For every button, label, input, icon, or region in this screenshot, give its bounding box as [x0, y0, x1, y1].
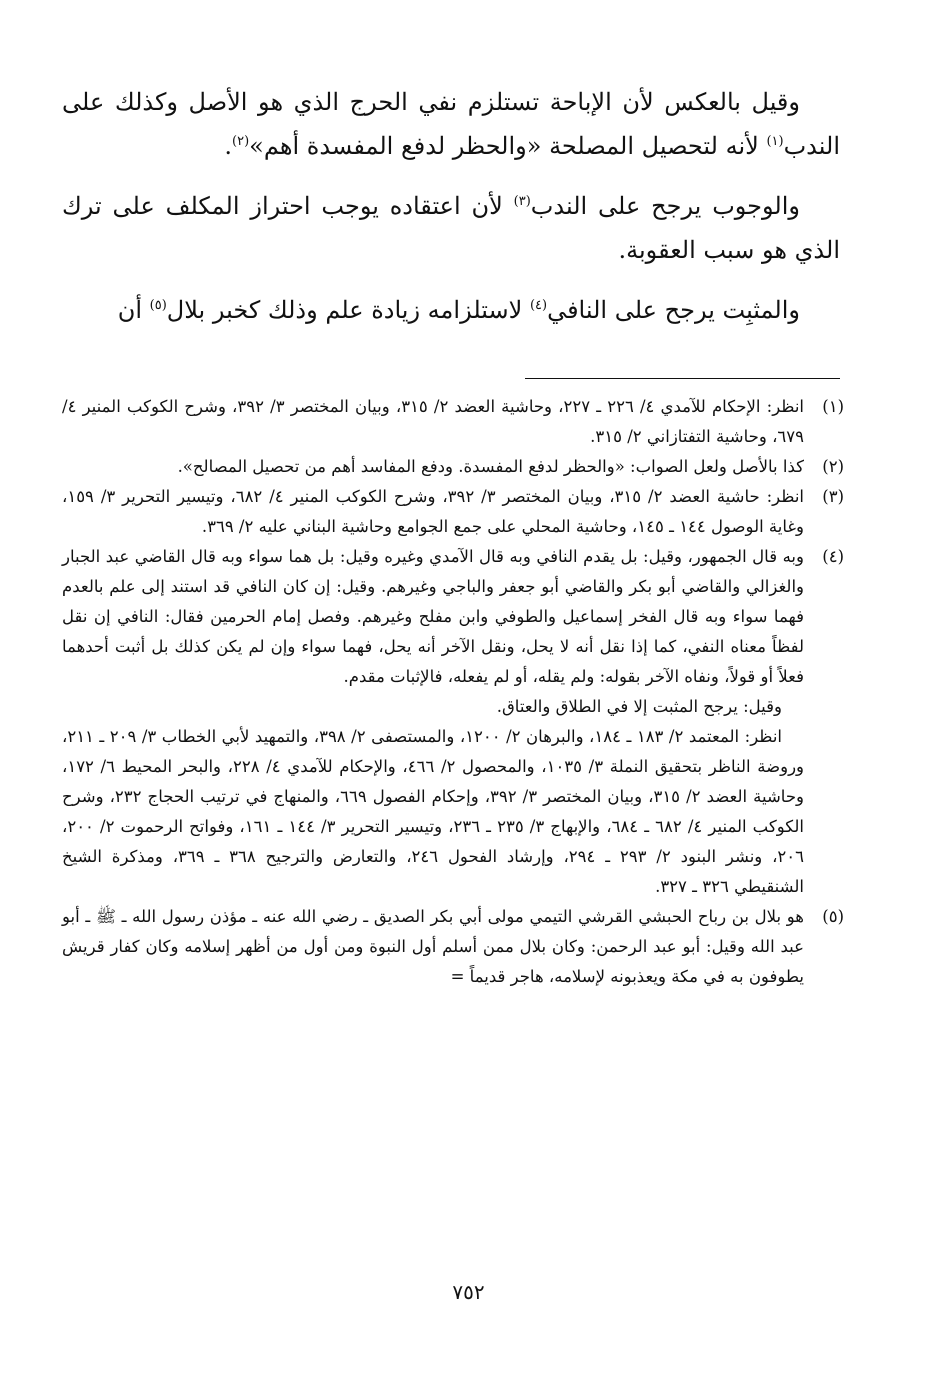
main-text	[62, 80, 840, 348]
footnote-number: (٥)	[822, 907, 844, 926]
footnote-text: وبه قال الجمهور، وقيل: بل يقدم النافي وبه قال الآمدي وغيره وقيل: بل هما سواء وبه قال القاضي عبد الجبار والغزالي والقاضي أبو بكر والقاضي أبو جعفر والباجي وغيرهم. وقيل: إن كان النافي قد استند إلى علم بالعدم فهما سواء وبه قال الفخر إسماعيل والطوفي وابن مفلح وغيرهم. وفصل إمام الحرمين فقال: النافي إن نقل لفظاً معناه النفي، كما إذا نقل أنه لا يحل، ونقل الآخر أنه يحل، فهما سواء وإن لم يكن كذلك بل أثبت أحدهما فعلاً أو قولاً، ونفاه الآخر بقوله: ولم يقله، أو لم يفعله، فالإثبات مقدم.	[62, 547, 804, 686]
footnote-3	[62, 482, 844, 542]
paragraph-text: والمثبِت يرجح على النافي	[547, 296, 800, 324]
paragraph-text: وقيل بالعكس لأن الإباحة تستلزم نفي الحرج الذي هو الأصل وكذلك على الندب	[62, 88, 840, 160]
footnote-text: كذا بالأصل ولعل الصواب: «والحظر لدفع المفسدة. ودفع المفاسد أهم من تحصيل المصالح».	[177, 457, 804, 476]
footnote-marker: (٤)	[529, 298, 548, 313]
footnote-text: انظر: حاشية العضد ٢/ ٣١٥، وبيان المختصر ٣/ ٣٩٢، وشرح الكوكب المنير ٤/ ٦٨٢، وتيسير التحرير ٣/ ١٥٩، وغاية الوصول ١٤٤ ـ ١٤٥، وحاشية المحلي على جمع الجوامع وحاشية البناني عليه ٢/ ٣٦٩.	[62, 487, 804, 536]
footnote-marker: (٢)	[232, 134, 250, 149]
paragraph-text: والوجوب يرجح على الندب	[530, 192, 800, 220]
footnote-number: (١)	[822, 397, 844, 416]
footnote-2	[62, 452, 844, 482]
footnote-body	[62, 392, 804, 452]
page-number: ٧٥٢	[452, 1280, 485, 1304]
paragraph-text: لأن اعتقاده يوجب احتراز المكلف على ترك الذي هو سبب العقوبة.	[62, 192, 840, 264]
footnote-1	[62, 392, 844, 452]
footnote-number: (٤)	[822, 547, 844, 566]
footnote-body	[62, 542, 804, 902]
footnote-number: (٣)	[822, 487, 844, 506]
paragraph-text: لأنه لتحصيل المصلحة «والحظر لدفع المفسدة أهم»	[249, 132, 767, 160]
main-paragraph-2	[62, 184, 840, 272]
footnote-body	[62, 902, 804, 992]
footnote-text: هو بلال بن رباح الحبشي القرشي التيمي مولى أبي بكر الصديق ـ رضي الله عنه ـ مؤذن رسول الله ـ ﷺ ـ أبو عبد الله وقيل: أبو عبد الرحمن: وكان بلال ممن أسلم أول النبوة ومن أول من أظهر إسلامه وكان كفار قريش يطوفون به في مكة ويعذبونه لإسلامه، هاجر قديماً =	[62, 907, 804, 986]
paragraph-text: لاستلزامه زيادة علم وذلك كخبر بلال	[166, 296, 530, 324]
footnote-marker: (١)	[766, 134, 784, 149]
footnote-marker: (٥)	[149, 298, 167, 313]
footnote-5	[62, 902, 844, 992]
footnote-separator	[525, 378, 840, 379]
footnote-body	[62, 482, 804, 542]
footnote-text: انظر: الإحكام للآمدي ٤/ ٢٢٦ ـ ٢٢٧، وحاشية العضد ٢/ ٣١٥، وبيان المختصر ٣/ ٣٩٢، وشرح الكوكب المنير ٤/ ٦٧٩، وحاشية التفتازاني ٢/ ٣١٥.	[62, 397, 805, 446]
footnote-body	[62, 452, 804, 482]
paragraph-text: .	[224, 132, 233, 160]
footnote-number: (٢)	[822, 457, 844, 476]
footnote-text: وقيل: يرجح المثبت إلا في الطلاق والعتاق.	[496, 697, 782, 716]
footnote-text: انظر: المعتمد ٢/ ١٨٣ ـ ١٨٤، والبرهان ٢/ ١٢٠٠، والمستصفى ٢/ ٣٩٨، والتمهيد لأبي الخطاب ٣/ ٢٠٩ ـ ٢١١، وروضة الناظر بتحقيق النملة ٣/ ١٠٣٥، والمحصول ٢/ ٤٦٦، والإحكام للآمدي ٤/ ٢٢٨، والبحر المحيط ٦/ ١٧٢، وحاشية العضد ٢/ ٣١٥، وبيان المختصر ٣/ ٣٩٢، وإحكام الفصول ٦٦٩، والمنهاج في ترتيب الحجاج ٢٣٢، وشرح الكوكب المنير ٤/ ٦٨٢ ـ ٦٨٤، والإبهاج ٣/ ٢٣٥ ـ ٢٣٦، وتيسير التحرير ٣/ ١٤٤ ـ ١٦١، وفواتح الرحموت ٢/ ٢٠٠، ٢٠٦، ونشر البنود ٢/ ٢٩٣ ـ ٢٩٤، وإرشاد الفحول ٢٤٦، والتعارض والترجيح ٣٦٨ ـ ٣٦٩، ومذكرة الشيخ الشنقيطي ٣٢٦ ـ ٣٢٧.	[62, 727, 805, 896]
footnote-marker: (٣)	[513, 194, 531, 209]
paragraph-text: أن	[117, 296, 150, 324]
footnote-4	[62, 542, 844, 902]
main-paragraph-3	[62, 288, 840, 332]
main-paragraph-1	[62, 80, 840, 168]
footnotes	[62, 392, 844, 992]
